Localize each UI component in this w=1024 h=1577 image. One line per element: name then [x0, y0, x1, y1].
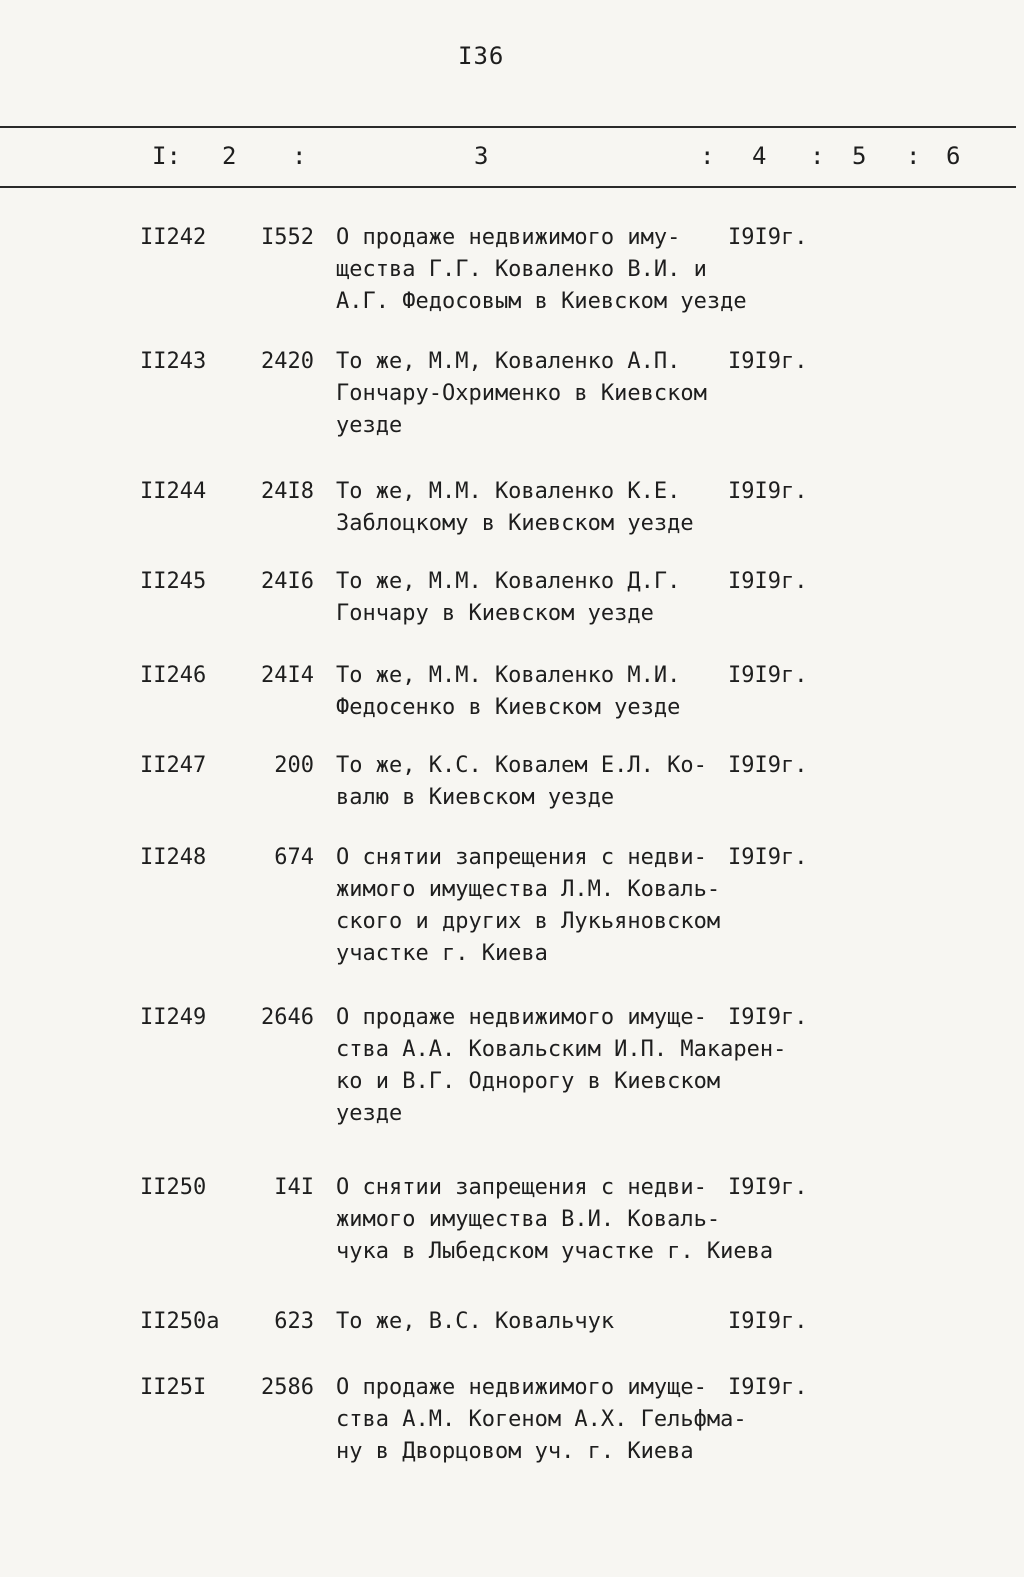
description-line: уезде	[336, 1101, 403, 1126]
description-line: валю в Киевском уезде	[336, 785, 615, 810]
description-line: ства А.А. Ковальским И.П. Макарен-	[336, 1037, 787, 1062]
entry-description	[336, 1306, 736, 1338]
description-line: О продаже недвижимого имуще-	[336, 1375, 707, 1400]
entry-year: I9I9г.	[728, 225, 808, 250]
entry-year: I9I9г.	[728, 663, 808, 688]
header-rule-top	[0, 126, 1016, 128]
description-line: ства А.М. Когеном А.Х. Гельфма-	[336, 1407, 747, 1432]
description-line: жимого имущества В.И. Коваль-	[336, 1207, 721, 1232]
column-5-label: 5	[852, 142, 867, 170]
entry-number: II243	[140, 349, 207, 374]
entry-description	[336, 346, 736, 442]
entry-number: II250а	[140, 1309, 220, 1334]
entry-description	[336, 660, 736, 724]
description-line: То же, М.М. Коваленко М.И.	[336, 663, 681, 688]
entry-year: I9I9г.	[728, 569, 808, 594]
description-line: щества Г.Г. Коваленко В.И. и	[336, 257, 707, 282]
sheet-number: I4I	[274, 1175, 314, 1200]
description-line: А.Г. Федосовым в Киевском уезде	[336, 289, 747, 314]
sheet-number: 2420	[261, 349, 314, 374]
entry-description	[336, 566, 736, 630]
description-line: уезде	[336, 413, 403, 438]
description-line: О снятии запрещения с недви-	[336, 1175, 707, 1200]
sheet-number: 2586	[261, 1375, 314, 1400]
description-line: чука в Лыбедском участке г. Киева	[336, 1239, 774, 1264]
column-separator: :	[810, 142, 825, 170]
entry-year: I9I9г.	[728, 1005, 808, 1030]
column-separator: :	[700, 142, 715, 170]
page-number: I36	[458, 42, 505, 70]
description-line: То же, М.М. Коваленко К.Е.	[336, 479, 681, 504]
entry-description	[336, 476, 736, 540]
sheet-number: 24I4	[261, 663, 314, 688]
entry-number: II244	[140, 479, 207, 504]
description-line: О снятии запрещения с недви-	[336, 845, 707, 870]
entry-description	[336, 842, 736, 970]
description-line: То же, В.С. Ковальчук	[336, 1309, 615, 1334]
entry-number: II248	[140, 845, 207, 870]
sheet-number: 200	[274, 753, 314, 778]
entry-year: I9I9г.	[728, 753, 808, 778]
entry-number: II246	[140, 663, 207, 688]
sheet-number: 674	[274, 845, 314, 870]
entry-year: I9I9г.	[728, 1175, 808, 1200]
column-4-label: 4	[752, 142, 767, 170]
sheet-number: 2646	[261, 1005, 314, 1030]
entry-year: I9I9г.	[728, 349, 808, 374]
description-line: Гончару в Киевском уезде	[336, 601, 654, 626]
column-separator: :	[292, 142, 307, 170]
description-line: То же, М.М. Коваленко Д.Г.	[336, 569, 681, 594]
description-line: О продаже недвижимого имуще-	[336, 1005, 707, 1030]
sheet-number: 24I8	[261, 479, 314, 504]
sheet-number: 623	[274, 1309, 314, 1334]
column-6-label: 6	[946, 142, 961, 170]
description-line: То же, М.М, Коваленко А.П.	[336, 349, 681, 374]
entry-year: I9I9г.	[728, 479, 808, 504]
sheet-number: 24I6	[261, 569, 314, 594]
entry-year: I9I9г.	[728, 1375, 808, 1400]
entry-year: I9I9г.	[728, 1309, 808, 1334]
description-line: Гончару-Охрименко в Киевском	[336, 381, 707, 406]
description-line: О продаже недвижимого иму-	[336, 225, 681, 250]
description-line: ского и других в Лукьяновском	[336, 909, 721, 934]
entry-number: II250	[140, 1175, 207, 1200]
entry-number: II242	[140, 225, 207, 250]
entry-number: II247	[140, 753, 207, 778]
entry-number: II249	[140, 1005, 207, 1030]
column-2-label: 2	[222, 142, 237, 170]
entry-number: II245	[140, 569, 207, 594]
description-line: То же, К.С. Ковалем Е.Л. Ко-	[336, 753, 707, 778]
column-separator: :	[906, 142, 921, 170]
description-line: ну в Дворцовом уч. г. Киева	[336, 1439, 694, 1464]
entry-description	[336, 750, 736, 814]
header-rule-bottom	[0, 186, 1016, 188]
description-line: Федосенко в Киевском уезде	[336, 695, 681, 720]
entry-number: II25I	[140, 1375, 207, 1400]
entry-description	[336, 1372, 747, 1468]
description-line: жимого имущества Л.М. Коваль-	[336, 877, 721, 902]
entry-description	[336, 222, 747, 318]
entry-year: I9I9г.	[728, 845, 808, 870]
description-line: участке г. Киева	[336, 941, 548, 966]
description-line: Заблоцкому в Киевском уезде	[336, 511, 694, 536]
sheet-number: I552	[261, 225, 314, 250]
column-1-label: I:	[152, 142, 181, 170]
description-line: ко и В.Г. Однорогу в Киевском	[336, 1069, 721, 1094]
column-3-label: 3	[474, 142, 489, 170]
